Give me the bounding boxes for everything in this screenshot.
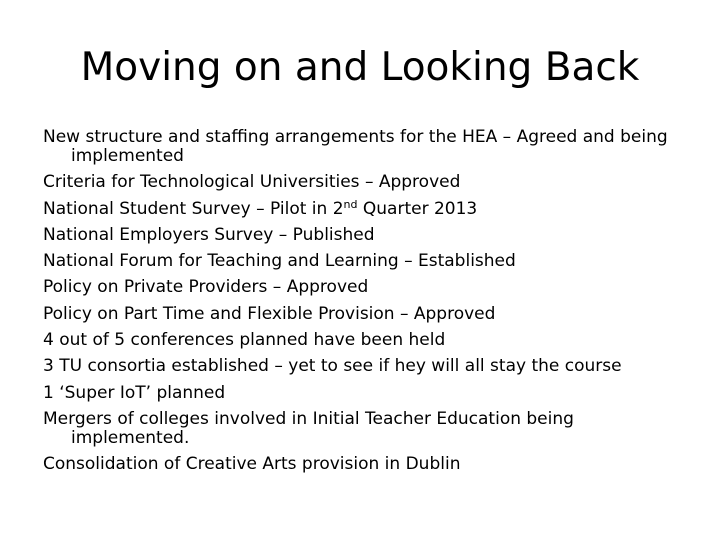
list-item <box>43 197 683 219</box>
list-item: Policy on Part Time and Flexible Provision – Approved <box>43 303 496 324</box>
superscript-ordinal: nd <box>343 197 358 211</box>
slide-title: Moving on and Looking Back <box>80 45 640 90</box>
list-item: National Forum for Teaching and Learning – Established <box>43 251 516 272</box>
list-item-text: National Student Survey – Pilot in 2 <box>43 198 344 219</box>
list-item: 4 out of 5 conferences planned have been held <box>43 330 446 351</box>
bullet-list <box>43 128 683 482</box>
list-item: Policy on Private Providers – Approved <box>43 277 369 298</box>
list-item: 3 TU consortia established – yet to see if hey will all stay the course <box>43 356 622 377</box>
list-item: National Employers Survey – Published <box>43 224 375 245</box>
list-item: Mergers of colleges involved in Initial Teacher Education being implemented. <box>43 408 574 448</box>
list-item: 1 ‘Super IoT’ planned <box>43 382 226 403</box>
list-item: Consolidation of Creative Arts provision in Dublin <box>43 454 461 475</box>
list-item: New structure and staffing arrangements for the HEA – Agreed and being implemented <box>43 127 668 166</box>
list-item: Criteria for Technological Universities – Approved <box>43 172 461 193</box>
list-item-text: Quarter 2013 <box>357 198 478 219</box>
